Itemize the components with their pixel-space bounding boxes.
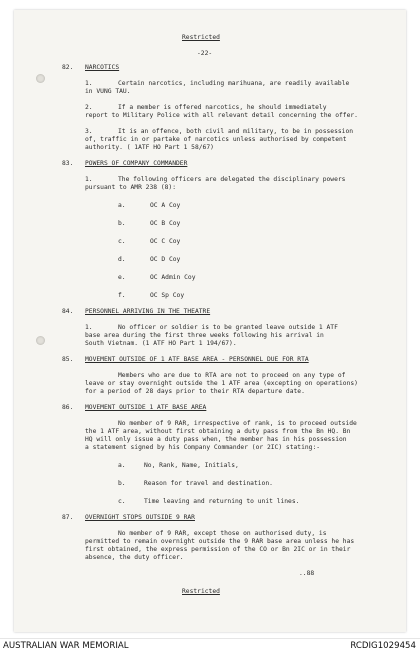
list-item: No, Rank, Name, Initials, xyxy=(144,462,239,469)
para-line: It is an offence, both civil and military, to be in possession xyxy=(118,128,354,135)
list-letter: c. xyxy=(118,238,126,245)
punch-hole xyxy=(36,336,45,345)
list-letter: a. xyxy=(118,202,126,209)
para-line: If a member is offered narcotics, he should immediately xyxy=(118,104,327,111)
section-title: POWERS OF COMPANY COMMANDER xyxy=(85,160,188,167)
list-letter: d. xyxy=(118,256,126,263)
list-letter: e. xyxy=(118,274,126,281)
section-title: MOVEMENT OUTSIDE OF 1 ATF BASE AREA - PERSONNEL DUE FOR RTA xyxy=(85,356,309,363)
para-line: No officer or soldier is to be granted leave outside 1 ATF xyxy=(118,324,338,331)
para-line: authority. ( 1ATF HO Part 1 58/67) xyxy=(85,144,214,151)
list-item: Time leaving and returning to unit lines. xyxy=(144,498,300,505)
archive-name: AUSTRALIAN WAR MEMORIAL xyxy=(3,641,129,651)
para-line: for a period of 28 days prior to their RTA departure date. xyxy=(85,388,305,395)
list-item: OC D Coy xyxy=(150,256,181,263)
para-number: 1. xyxy=(85,176,93,183)
list-letter: a. xyxy=(118,462,126,469)
list-letter: f. xyxy=(118,292,126,299)
para-line: absence, the duty officer. xyxy=(85,554,184,561)
section-number: 86. xyxy=(62,404,74,411)
archive-footer xyxy=(0,638,420,655)
archive-id: RCDIG1029454 xyxy=(350,641,416,651)
para-line: Certain narcotics, including marihuana, are readily available xyxy=(118,80,350,87)
section-number: 84. xyxy=(62,308,74,315)
para-line: No member of 9 RAR, except those on authorised duty, is xyxy=(118,530,327,537)
classification-footer: Restricted xyxy=(182,588,220,595)
para-number: 1. xyxy=(85,324,93,331)
page-number: -22- xyxy=(197,50,213,57)
list-item: OC Sp Coy xyxy=(150,292,185,299)
section-title: NARCOTICS xyxy=(85,64,120,71)
section-number: 87. xyxy=(62,514,74,521)
document-page xyxy=(14,10,406,632)
para-line: Members who are due to RTA are not to proceed on any type of xyxy=(118,372,346,379)
section-title: PERSONNEL ARRIVING IN THE THEATRE xyxy=(85,308,211,315)
para-line: a statement signed by his Company Commander (or 2IC) stating:- xyxy=(85,444,321,451)
para-line: South Vietnam. (1 ATF HO Part 1 194/67). xyxy=(85,340,237,347)
para-number: 2. xyxy=(85,104,93,111)
list-letter: c. xyxy=(118,498,126,505)
section-title: MOVEMENT OUTSIDE 1 ATF BASE AREA xyxy=(85,404,207,411)
para-line: The following officers are delegated the disciplinary powers xyxy=(118,176,346,183)
para-line: base area during the first three weeks following his arrival in xyxy=(85,332,324,339)
section-number: 85. xyxy=(62,356,74,363)
para-line: report to Military Police with all relevant detail concerning the offer. xyxy=(85,112,358,119)
continuation-marker: ..88 xyxy=(299,570,315,577)
para-line: leave or stay overnight outside the 1 ATF area (excepting on operations) xyxy=(85,380,358,387)
para-line: of, traffic in or partake of narcotics unless authorised by competent xyxy=(85,136,347,143)
para-line: first obtained, the express permission of the CO or Bn 2IC or in their xyxy=(85,546,351,553)
para-line: No member of 9 RAR, irrespective of rank, is to proceed outside xyxy=(118,420,357,427)
para-line: in VUNG TAU. xyxy=(85,88,131,95)
para-line: pursuant to AMR 238 (8): xyxy=(85,184,176,191)
section-number: 82. xyxy=(62,64,74,71)
list-item: OC Admin Coy xyxy=(150,274,196,281)
list-item: OC A Coy xyxy=(150,202,181,209)
para-line: HQ will only issue a duty pass when, the member has in his possession xyxy=(85,436,347,443)
list-item: OC C Coy xyxy=(150,238,181,245)
list-letter: b. xyxy=(118,220,126,227)
classification-header: Restricted xyxy=(182,34,220,41)
para-number: 3. xyxy=(85,128,93,135)
section-number: 83. xyxy=(62,160,74,167)
para-line: permitted to remain overnight outside the 9 RAR base area unless he has xyxy=(85,538,355,545)
para-number: 1. xyxy=(85,80,93,87)
list-item: Reason for travel and destination. xyxy=(144,480,273,487)
para-line: the 1 ATF area, without first obtaining a duty pass from the Bn HQ. Bn xyxy=(85,428,351,435)
list-letter: b. xyxy=(118,480,126,487)
punch-hole xyxy=(36,74,45,83)
section-title: OVERNIGHT STOPS OUTSIDE 9 RAR xyxy=(85,514,195,521)
list-item: OC B Coy xyxy=(150,220,181,227)
